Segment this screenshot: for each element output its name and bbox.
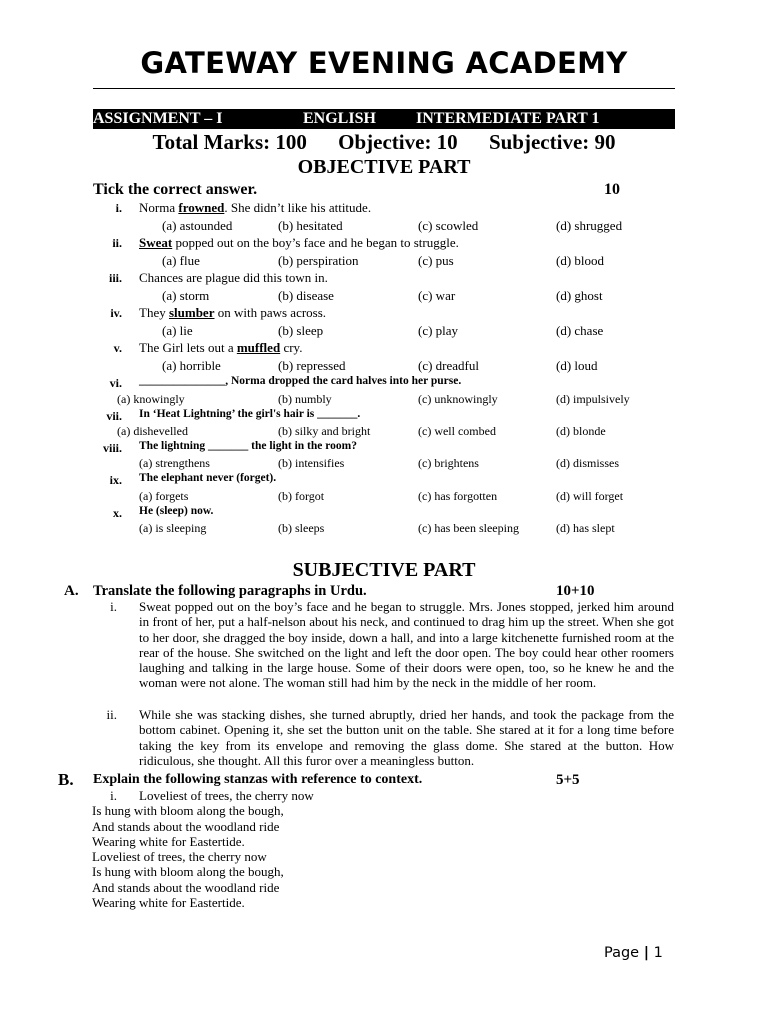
answer-option[interactable]: (c) brightens [418, 456, 479, 470]
stanza-line: Is hung with bloom along the bough, [92, 803, 284, 818]
question-text: The lightning _______ the light in the room? [139, 440, 357, 452]
answer-option[interactable]: (d) chase [556, 323, 604, 338]
stanza-line: Is hung with bloom along the bough, [92, 864, 284, 879]
page-label: Page [604, 945, 640, 961]
stanza-line: Loveliest of trees, the cherry now [92, 849, 267, 864]
answer-option[interactable]: (b) silky and bright [278, 424, 371, 438]
answer-option[interactable]: (b) sleeps [278, 521, 325, 535]
assignment-label: ASSIGNMENT – I [93, 110, 223, 127]
question-number: x. [113, 506, 122, 520]
answer-option[interactable]: (a) astounded [162, 218, 233, 233]
stanza-line: And stands about the woodland ride [92, 880, 280, 895]
question-text: He (sleep) now. [139, 505, 214, 517]
answer-option[interactable]: (b) repressed [278, 358, 346, 373]
total-marks: Total Marks: 100 [152, 130, 307, 154]
question-text [139, 235, 459, 251]
subjective-heading: SUBJECTIVE PART [292, 559, 476, 581]
answer-option[interactable]: (a) horrible [162, 358, 221, 373]
answer-option[interactable]: (d) loud [556, 358, 598, 373]
paragraph-text: While she was stacking dishes, she turned abruptly, dried her hands, and took the package from the bottom cabinet. Opening it, she set the button unit on the table. She stared at it for a long time before taking the key from its envelope and removing the glass dome. She stared at the button. How ridiculous, she thought. All this furor over a meaningless button. [139, 707, 674, 768]
answer-option[interactable]: (a) flue [162, 253, 200, 268]
question-text [139, 340, 302, 356]
question-keyword: muffled [236, 340, 281, 355]
answer-option[interactable]: (d) blonde [556, 424, 606, 438]
answer-option[interactable]: (a) knowingly [117, 392, 185, 406]
question-text [139, 200, 371, 216]
question-keyword: slumber [168, 305, 215, 320]
subjective-marks: Subjective: 90 [488, 130, 616, 154]
answer-option[interactable]: (b) intensifies [278, 456, 345, 470]
subject-label: ENGLISH [303, 110, 376, 127]
answer-option[interactable]: (b) numbly [278, 392, 332, 406]
question-text: Chances are plague did this town in. [139, 270, 328, 285]
paragraph-text: Sweat popped out on the boy’s face and he began to struggle. Mrs. Jones stopped, jerked him around in front of her, put a half-nelson about his neck, and continued to drag him up the street. When she got to her door, she dragged the boy inside, down a hall, and into a large kitchenette furnished room at the rear of the house. She switched on the light and left the door open. The boy could hear other roomers laughing and talking in the large house. Some of their doors were open, too, so he knew he and the woman were not alone. The woman still had him by the neck in the middle of her room. [139, 599, 674, 691]
stanza-line: Loveliest of trees, the cherry now [139, 788, 314, 803]
answer-option[interactable]: (d) shrugged [556, 218, 623, 233]
question-text-post: popped out on the boy’s face and he began to struggle. [172, 235, 459, 250]
answer-option[interactable]: (a) dishevelled [117, 424, 188, 438]
answer-option[interactable]: (d) impulsively [556, 392, 630, 406]
answer-option[interactable]: (c) play [418, 323, 459, 338]
question-text-post: on with paws across. [214, 305, 327, 320]
stanza-line: Wearing white for Eastertide. [92, 834, 245, 849]
page-title: GATEWAY EVENING ACADEMY [140, 46, 628, 80]
answer-option[interactable]: (a) forgets [139, 489, 189, 503]
question-text: In ‘Heat Lightning’ the girl's hair is _______. [139, 408, 361, 420]
question-number: i. [115, 201, 122, 215]
page-footer [604, 945, 663, 961]
section-b-instruction: Explain the following stanzas with reference to context. [93, 772, 423, 787]
question-number: v. [113, 341, 122, 355]
answer-option[interactable]: (c) war [418, 288, 456, 303]
question-text-pre: Norma [139, 200, 179, 215]
answer-option[interactable]: (d) has slept [556, 521, 615, 535]
answer-option[interactable]: (d) dismisses [556, 456, 619, 470]
page-separator: | [643, 945, 650, 961]
section-a-letter: A. [64, 583, 79, 599]
question-number: iii. [108, 271, 122, 285]
question-number: viii. [102, 441, 122, 455]
section-a-instruction: Translate the following paragraphs in Urdu. [93, 583, 367, 599]
answer-option[interactable]: (a) strengthens [139, 456, 210, 470]
question-number: iv. [110, 306, 122, 320]
assignment-bar [93, 109, 675, 129]
question-text-post: cry. [280, 340, 303, 355]
page-number: 1 [653, 945, 663, 961]
question-number: ii. [112, 236, 122, 250]
objective-marks: Objective: 10 [338, 130, 458, 154]
section-b-marks: 5+5 [556, 772, 580, 788]
answer-option[interactable]: (c) unknowingly [418, 392, 498, 406]
paragraph-number: i. [110, 599, 117, 614]
answer-option[interactable]: (c) well combed [418, 424, 496, 438]
objective-heading: OBJECTIVE PART [297, 156, 471, 178]
question-text-pre: The Girl lets out a [139, 340, 237, 355]
answer-option[interactable]: (d) blood [556, 253, 605, 268]
answer-option[interactable]: (d) ghost [556, 288, 603, 303]
answer-option[interactable]: (a) storm [162, 288, 210, 303]
answer-option[interactable]: (c) has forgotten [418, 489, 498, 503]
answer-option[interactable]: (c) pus [418, 253, 454, 268]
answer-option[interactable]: (d) will forget [556, 489, 624, 503]
answer-option[interactable]: (c) has been sleeping [418, 521, 519, 535]
stanza-line: And stands about the woodland ride [92, 819, 280, 834]
question-text-pre: They [139, 305, 169, 320]
question-text [139, 305, 326, 321]
answer-option[interactable]: (b) disease [278, 288, 334, 303]
answer-option[interactable]: (b) hesitated [278, 218, 343, 233]
marks-line [0, 130, 768, 155]
title-divider [93, 88, 675, 89]
question-number: ix. [109, 473, 122, 487]
answer-option[interactable]: (b) forgot [278, 489, 325, 503]
section-b-letter: B. [58, 770, 74, 789]
objective-instruction: Tick the correct answer. [93, 181, 258, 198]
question-keyword: frowned [178, 200, 225, 215]
objective-marks-value: 10 [604, 181, 620, 198]
paragraph-number: ii. [106, 707, 117, 722]
answer-option[interactable]: (c) scowled [418, 218, 479, 233]
answer-option[interactable]: (b) perspiration [278, 253, 359, 268]
section-a-marks: 10+10 [556, 583, 595, 599]
answer-option[interactable]: (c) dreadful [418, 358, 479, 373]
answer-option[interactable]: (a) lie [162, 323, 193, 338]
stanza-number: i. [110, 788, 117, 803]
question-keyword: Sweat [139, 235, 173, 250]
stanza-line: Wearing white for Eastertide. [92, 895, 245, 910]
answer-option[interactable]: (b) sleep [278, 323, 324, 338]
question-text-post: . She didn’t like his attitude. [224, 200, 372, 215]
question-number: vii. [106, 409, 122, 423]
question-text: The elephant never (forget). [139, 472, 277, 484]
question-text: _______________, Norma dropped the card halves into her purse. [139, 375, 462, 387]
answer-option[interactable]: (a) is sleeping [139, 521, 207, 535]
question-number: vi. [109, 376, 122, 390]
class-label: INTERMEDIATE PART 1 [416, 110, 600, 127]
